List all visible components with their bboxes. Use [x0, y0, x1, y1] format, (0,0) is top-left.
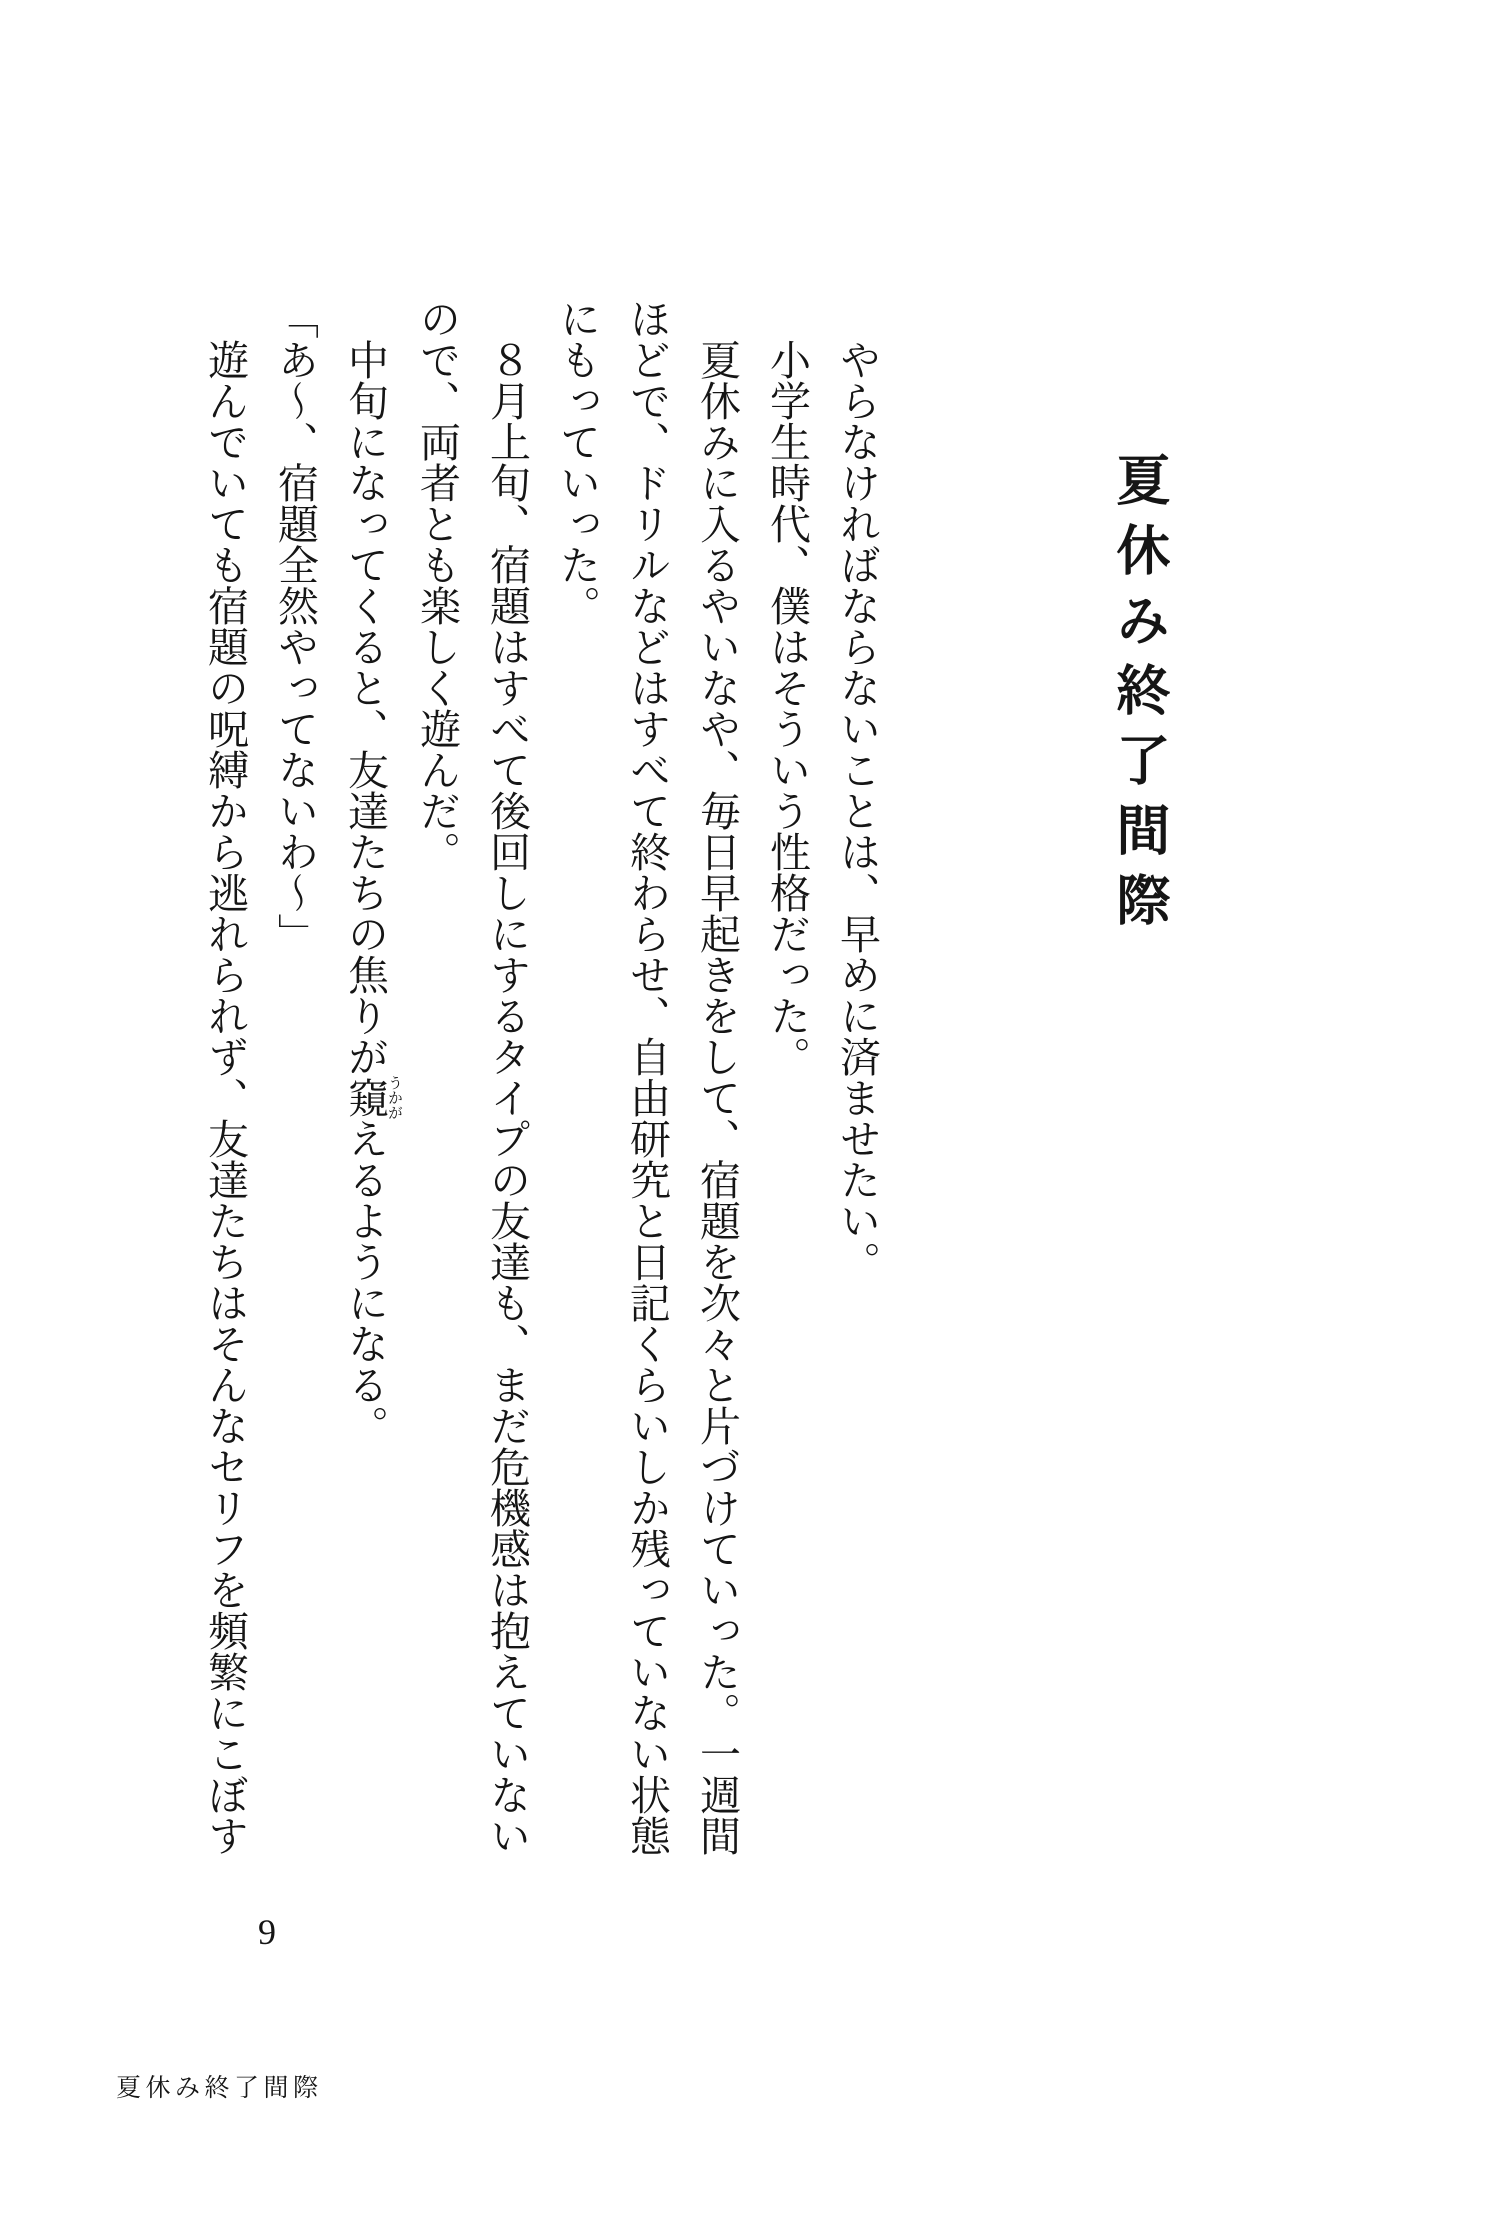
text-line: やらなければならないことは、早めに済ませたい。	[834, 339, 880, 1282]
page-number: 9	[258, 1912, 276, 1952]
text-line: 中旬になってくると、友達たちの焦りが窺うかがえるようになる。	[342, 339, 402, 1446]
ruby-annotated-word: 窺うかが	[342, 1075, 402, 1120]
body-text	[192, 298, 892, 1878]
text-line: ので、両者とも楽しく遊んだ。	[414, 298, 460, 872]
text-line: にもっていった。	[554, 298, 600, 626]
text-line: 「あ〜、宿題全然やってないわ〜」	[272, 298, 318, 954]
text-line: ８月上旬、宿題はすべて後回しにするタイプの友達も、まだ危機感は抱えていない	[484, 339, 530, 1856]
running-footer: 夏休み終了間際	[116, 2075, 323, 2102]
chapter-title: 夏休み終了間際	[1108, 452, 1169, 942]
text-line: ほどで、ドリルなどはすべて終わらせ、自由研究と日記くらいしか残っていない状態	[624, 298, 670, 1856]
text-line: 小学生時代、僕はそういう性格だった。	[764, 339, 810, 1077]
furigana: うかが	[386, 1075, 402, 1120]
text-line: 遊んでいても宿題の呪縛から逃れられず、友達たちはそんなセリフを頻繁にこぼす	[202, 339, 248, 1856]
text-line: 夏休みに入るやいなや、毎日早起きをして、宿題を次々と片づけていった。一週間	[694, 339, 740, 1856]
